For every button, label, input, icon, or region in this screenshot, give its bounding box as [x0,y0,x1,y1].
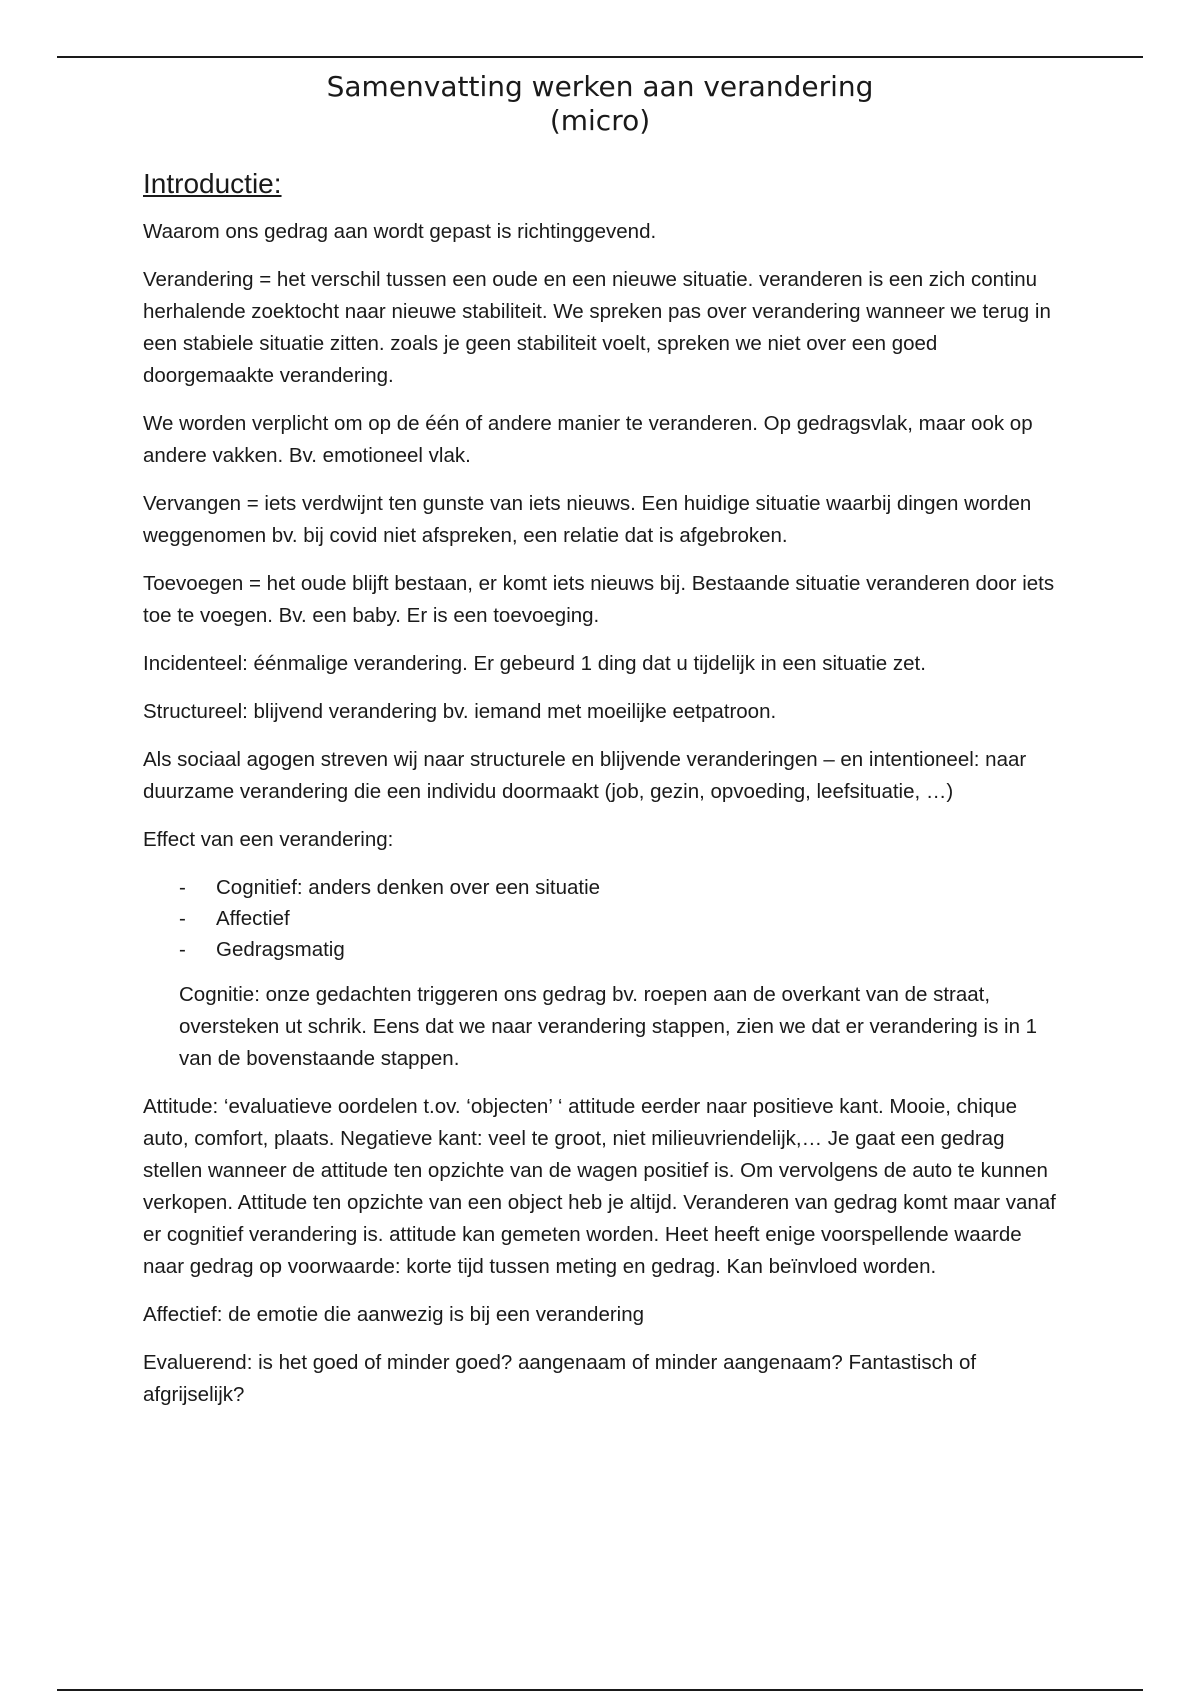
list-item-text: Cognitief: anders denken over een situatie [216,876,601,899]
list-item [179,903,1063,934]
paragraph: Waarom ons gedrag aan wordt gepast is richtinggevend. [143,220,657,243]
paragraph: Vervangen = iets verdwijnt ten gunste van iets nieuws. Een huidige situatie waarbij dingen worden weggenomen bv. bij covid niet afspreken, een relatie dat is afgebroken. [143,492,1032,547]
document-title [0,70,1200,138]
paragraph: Evaluerend: is het goed of minder goed? aangenaam of minder aangenaam? Fantastisch of afgrijselijk? [143,1351,977,1406]
paragraph: Als sociaal agogen streven wij naar structurele en blijvende veranderingen – en intentioneel: naar duurzame verandering die een individu doormaakt (job, gezin, opvoeding, leefsituatie, …) [143,748,1027,803]
paragraph: Incidenteel: éénmalige verandering. Er gebeurd 1 ding dat u tijdelijk in een situatie zet. [143,652,926,675]
list-item-text: Gedragsmatig [216,938,345,961]
section-heading: Introductie: [143,168,282,199]
list-item [179,934,1063,965]
effect-list [143,872,1063,965]
indented-paragraph: Cognitie: onze gedachten triggeren ons gedrag bv. roepen aan de overkant van de straat, oversteken ut schrik. Eens dat we naar verandering stappen, zien we dat er verandering is in 1 van de bovenstaande stappen. [179,983,1038,1070]
document-body [143,166,1063,1427]
paragraph: Structureel: blijvend verandering bv. iemand met moeilijke eetpatroon. [143,700,777,723]
bullet-marker: - [179,907,186,930]
bottom-rule [57,1689,1143,1691]
paragraph: Affectief: de emotie die aanwezig is bij een verandering [143,1303,645,1326]
paragraph: Toevoegen = het oude blijft bestaan, er komt iets nieuws bij. Bestaande situatie veranderen door iets toe te voegen. Bv. een baby. Er is een toevoeging. [143,572,1055,627]
paragraph: We worden verplicht om op de één of andere manier te veranderen. Op gedragsvlak, maar ook op andere vakken. Bv. emotioneel vlak. [143,412,1033,467]
list-item-text: Affectief [216,907,290,930]
title-line-2: (micro) [549,104,651,137]
bullet-marker: - [179,876,186,899]
paragraph: Verandering = het verschil tussen een oude en een nieuwe situatie. veranderen is een zich continu herhalende zoektocht naar nieuwe stabiliteit. We spreken pas over verandering wanneer we terug in een stabiele situatie zitten. zoals je geen stabiliteit voelt, spreken we niet over een goed doorgemaakte verandering. [143,268,1051,387]
top-rule [57,56,1143,58]
bullet-marker: - [179,938,186,961]
paragraph: Effect van een verandering: [143,828,394,851]
list-item [179,872,1063,903]
paragraph: Attitude: ‘evaluatieve oordelen t.ov. ‘objecten’ ‘ attitude eerder naar positieve kant. Mooie, chique auto, comfort, plaats. Negatieve kant: veel te groot, niet milieuvriendelijk,… Je gaat een gedrag stellen wanneer de attitude ten opzichte van de wagen positief is. Om vervolgens de auto te kunnen verkopen. Attitude ten opzichte van een object heb je altijd. Veranderen van gedrag komt maar vanaf er cognitief verandering is. attitude kan gemeten worden. Heet heeft enige voorspellende waarde naar gedrag op voorwaarde: korte tijd tussen meting en gedrag. Kan beïnvloed worden. [143,1095,1056,1278]
title-line-1: Samenvatting werken aan verandering [326,70,874,103]
